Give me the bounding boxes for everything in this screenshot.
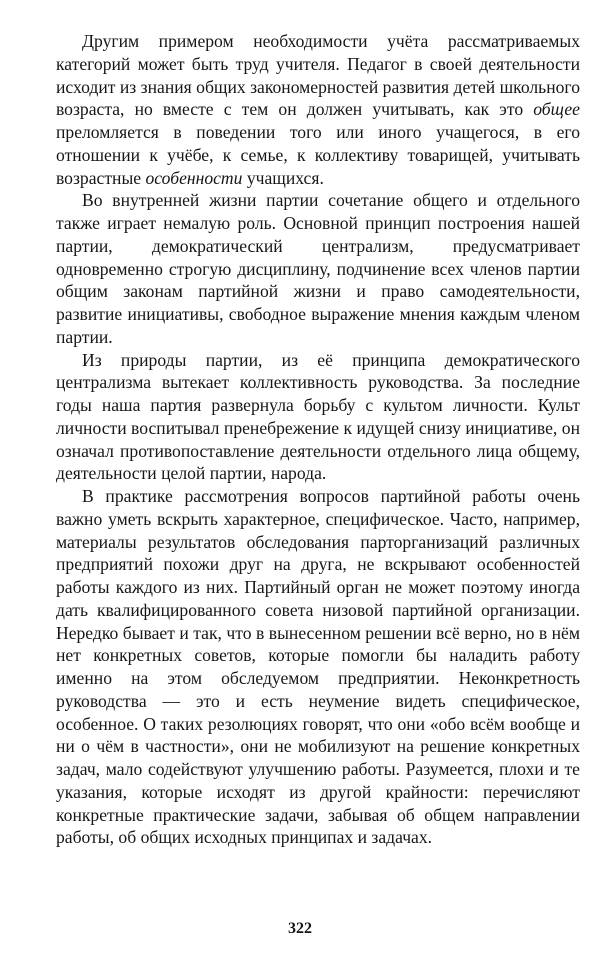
emphasis-obshchee: общее [533,99,580,120]
paragraph-1-part-3: преломляется в поведении того или иного учащегося, в его отношении к учёбе, к семье, к коллективу товарищей, учитывать возрастные [56,122,580,188]
body-text [56,30,580,849]
paragraph-2-text: Во внутренней жизни партии сочетание общего и отдельного также играет немалую роль. Основной принцип построения нашей партии, демократический централизм, предусматривает одновременно строгую дисциплину, подчинение всех членов партии общим законам партийной жизни и право самодеятельности, развитие инициативы, свободное выражение мнения каждым членом партии. [56,190,580,347]
page-number: 322 [288,920,312,937]
paragraph-1-part-5: учащихся. [242,167,324,188]
emphasis-osobennosti: особенности [145,167,243,188]
paragraph-3-text: Из природы партии, из её принципа демократического централизма вытекает коллективность руководства. За последние годы наша партия развернула борьбу с культом личности. Культ личности воспитывал пренебрежение к идущей снизу инициативе, он означал противопоставление деятельности отдельного лица общему, деятельности целой партии, народа. [56,349,580,484]
paragraph-1 [56,30,580,189]
paragraph-4-text: В практике рассмотрения вопросов партийной работы очень важно уметь вскрыть характерное, специфическое. Часто, например, материалы результатов обследования парторганизаций различных предприятий похожи друг на друга, не вскрывают особенностей работы каждого из них. Партийный орган не может поэтому иногда дать квалифицированного совета низовой партийной организации. Нередко бывает и так, что в вынесенном решении всё верно, но в нём нет конкретных советов, которые помогли бы наладить работу именно на этом обследуемом предприятии. Неконкретность руководства — это и есть неумение видеть специфическое, особенное. О таких резолюциях говорят, что они «обо всём вообще и ни о чём в частности», они не мобилизуют на решение конкретных задач, мало содействуют улучшению работы. Разумеется, плохи и те указания, которые исходят из другой крайности: перечисляют конкретные практические задачи, забывая об общем направлении работы, об общих исходных принципах и задачах. [56,486,580,848]
paragraph-3 [56,349,580,486]
paragraph-4 [56,485,580,849]
paragraph-1-part-1: Другим примером необходимости учёта рассматриваемых категорий может быть труд учителя. Педагог в своей деятельности исходит из знания общих закономерностей развития детей школьного возраста, но вместе с тем он должен учитывать, как это [56,31,580,120]
paragraph-2 [56,189,580,348]
